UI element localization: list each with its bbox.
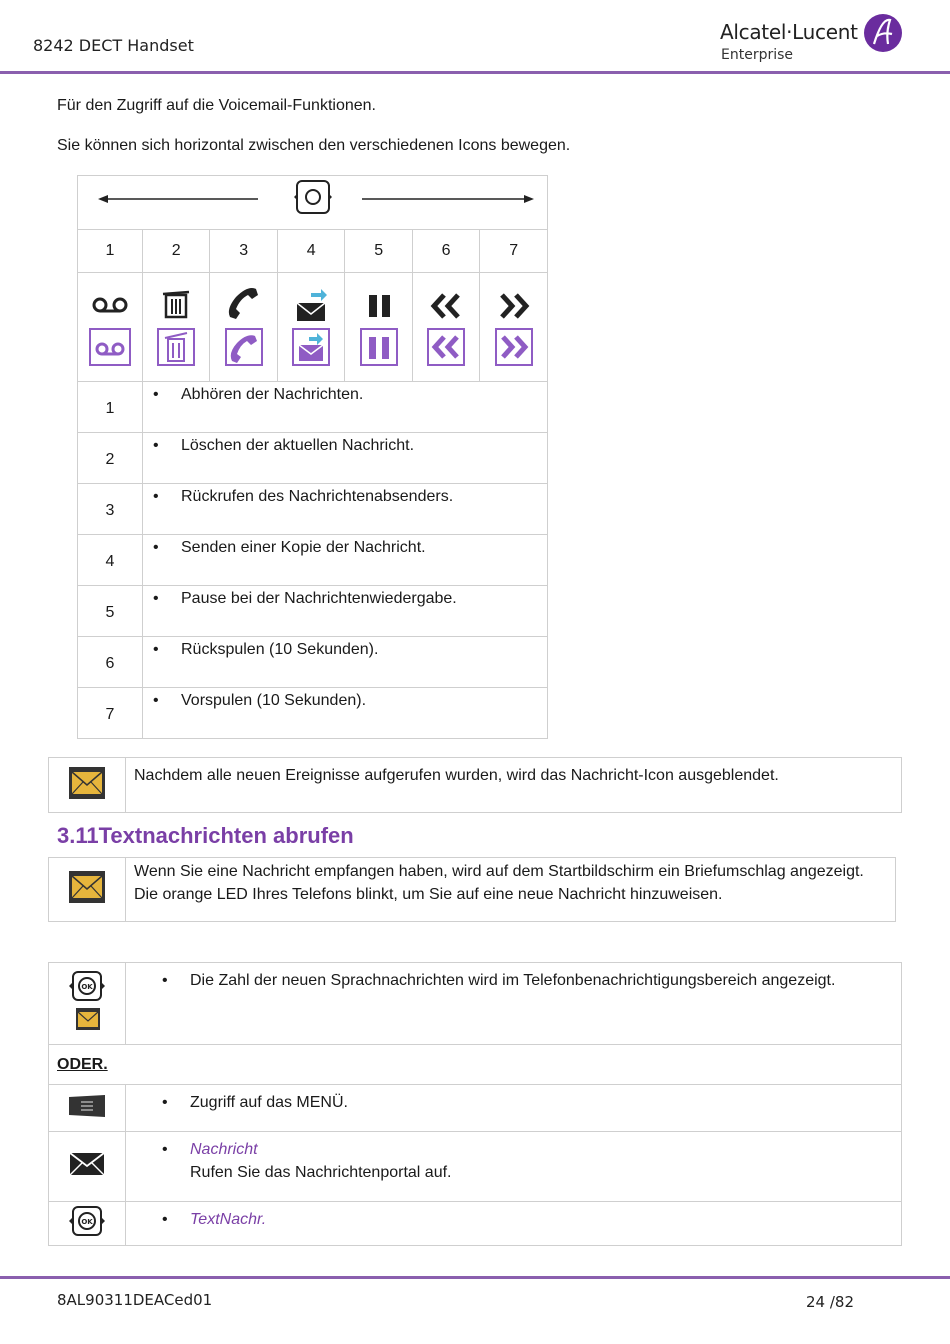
step-icon-cell <box>49 1085 126 1132</box>
row-description: • Rückspulen (10 Sekunden). <box>143 637 548 688</box>
row-number: 7 <box>78 688 143 739</box>
rewind-icon <box>424 283 468 367</box>
ok-key-envelope-icon <box>67 970 107 1032</box>
pause-icon <box>357 283 401 367</box>
trash-icon <box>154 283 198 367</box>
brand-logo-icon <box>864 14 902 52</box>
brand-subtitle: Enterprise <box>721 47 794 63</box>
step-row <box>49 1202 902 1246</box>
svg-text:OK: OK <box>81 1218 93 1226</box>
icon-cell <box>345 273 412 382</box>
row-number: 6 <box>78 637 143 688</box>
brand-logo <box>720 14 910 68</box>
table-row <box>78 535 548 586</box>
column-number: 1 <box>78 230 143 273</box>
icon-cell <box>412 273 479 382</box>
row-description: • Rückrufen des Nachrichtenabsenders. <box>143 484 548 535</box>
step-row <box>49 963 902 1045</box>
step-text <box>126 1202 902 1246</box>
envelope-icon <box>68 870 106 904</box>
step-text <box>126 963 902 1045</box>
row-description: • Abhören der Nachrichten. <box>143 382 548 433</box>
table-row <box>78 586 548 637</box>
row-text: Pause bei der Nachrichtenwiedergabe. <box>181 590 457 607</box>
voicemail-icon-table <box>77 175 548 739</box>
voicemail-icon <box>88 283 132 367</box>
step-icon-cell <box>49 1132 126 1202</box>
note-box <box>48 757 902 813</box>
forward-envelope-icon <box>289 283 333 367</box>
bullet: • <box>162 972 168 989</box>
document-id: 8AL90311DEACed01 <box>57 1291 213 1309</box>
envelope-icon <box>68 766 106 800</box>
table-row <box>78 382 548 433</box>
section-heading <box>57 823 354 849</box>
row-number: 4 <box>78 535 143 586</box>
bullet: • <box>162 1094 168 1111</box>
horizontal-navigation-icon <box>78 176 547 224</box>
fast-forward-icon <box>492 283 536 367</box>
icon-cell <box>277 273 344 382</box>
section-number: 3.11 <box>57 823 99 848</box>
phone-handset-icon <box>222 283 266 367</box>
footer-rule <box>0 1276 950 1279</box>
column-number: 2 <box>143 230 210 273</box>
column-number: 5 <box>345 230 412 273</box>
step-3-text: Rufen Sie das Nachrichtenportal auf. <box>190 1164 452 1181</box>
row-text: Rückspulen (10 Sekunden). <box>181 641 379 658</box>
table-row <box>78 688 548 739</box>
row-text: Löschen der aktuellen Nachricht. <box>181 437 415 454</box>
table-row <box>78 637 548 688</box>
bullet: • <box>162 1141 168 1158</box>
column-number: 3 <box>210 230 277 273</box>
row-number: 1 <box>78 382 143 433</box>
page-number: 24 /82 <box>806 1293 854 1311</box>
row-description: • Vorspulen (10 Sekunden). <box>143 688 548 739</box>
nachricht-menu-link[interactable]: Nachricht <box>190 1141 258 1158</box>
step-2-text: Zugriff auf das MENÜ. <box>190 1094 348 1111</box>
document-title: 8242 DECT Handset <box>33 36 194 55</box>
icon-cell <box>480 273 548 382</box>
step-icon-cell <box>49 963 126 1045</box>
table-row <box>78 433 548 484</box>
row-text: Rückrufen des Nachrichtenabsenders. <box>181 488 454 505</box>
ok-key-icon <box>67 1205 107 1237</box>
or-label: ODER. <box>49 1045 902 1085</box>
info-box <box>48 857 896 922</box>
column-number: 4 <box>277 230 344 273</box>
bullet: • <box>162 1211 168 1228</box>
info-text: Wenn Sie eine Nachricht empfangen haben, wird auf dem Startbildschirm ein Briefumschlag angezeigt. Die orange LED Ihres Telefons blinkt, um Sie auf eine neue Nachricht hinzuweisen. <box>126 858 896 922</box>
row-description: • Pause bei der Nachrichtenwiedergabe. <box>143 586 548 637</box>
textnachr-menu-link[interactable]: TextNachr. <box>190 1211 267 1228</box>
section-title: Textnachrichten abrufen <box>98 823 354 848</box>
brand-name: Alcatel·Lucent <box>720 20 858 44</box>
menu-key-icon <box>67 1093 107 1119</box>
step-text <box>126 1085 902 1132</box>
step-icon-cell <box>49 1202 126 1246</box>
note-icon-cell <box>49 758 126 813</box>
intro-line-2: Sie können sich horizontal zwischen den verschiedenen Icons bewegen. <box>57 137 571 154</box>
column-number: 7 <box>480 230 548 273</box>
step-row <box>49 1085 902 1132</box>
info-icon-cell <box>49 858 126 922</box>
step-row <box>49 1132 902 1202</box>
row-number: 5 <box>78 586 143 637</box>
row-text: Abhören der Nachrichten. <box>181 386 364 403</box>
or-row <box>49 1045 902 1085</box>
row-description: • Löschen der aktuellen Nachricht. <box>143 433 548 484</box>
column-number: 6 <box>412 230 479 273</box>
step-1-text: Die Zahl der neuen Sprachnachrichten wird im Telefonbenachrichtigungsbereich angezeigt. <box>190 972 836 989</box>
note-text: Nachdem alle neuen Ereignisse aufgerufen wurden, wird das Nachricht-Icon ausgeblendet. <box>126 758 902 813</box>
icon-cell <box>78 273 143 382</box>
icon-cell <box>210 273 277 382</box>
intro-line-1: Für den Zugriff auf die Voicemail-Funktionen. <box>57 97 376 114</box>
row-text: Senden einer Kopie der Nachricht. <box>181 539 426 556</box>
row-text: Vorspulen (10 Sekunden). <box>181 692 367 709</box>
row-number: 2 <box>78 433 143 484</box>
navigation-row <box>78 176 548 230</box>
row-number: 3 <box>78 484 143 535</box>
envelope-icon <box>68 1151 106 1177</box>
header-rule <box>0 71 950 74</box>
steps-table <box>48 962 902 1246</box>
table-row <box>78 484 548 535</box>
icon-cell <box>143 273 210 382</box>
svg-text:OK: OK <box>81 983 93 991</box>
row-description: • Senden einer Kopie der Nachricht. <box>143 535 548 586</box>
step-text <box>126 1132 902 1202</box>
